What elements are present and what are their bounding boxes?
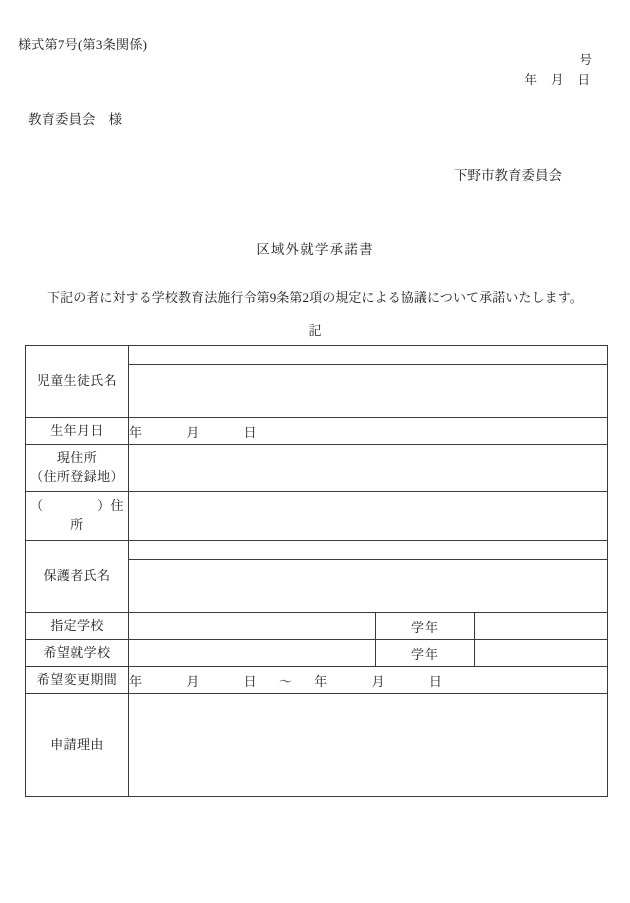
- student-name-field[interactable]: [129, 365, 607, 417]
- guardian-name-label: 保護者氏名: [26, 541, 129, 613]
- period-from-year-label: 年: [129, 673, 143, 689]
- designated-school-label: 指定学校: [26, 613, 129, 640]
- birth-date-field[interactable]: [129, 418, 608, 445]
- reason-field[interactable]: [129, 694, 608, 797]
- date-year-label: 年: [524, 73, 537, 87]
- period-to-month-label: 月: [371, 673, 385, 689]
- table-row-designated-school: [26, 613, 608, 640]
- student-name-label: 児童生徒氏名: [26, 346, 129, 418]
- table-row-student-name: [26, 346, 608, 418]
- desired-school-label: 希望就学校: [26, 640, 129, 667]
- table-row-desired-school: [26, 640, 608, 667]
- table-row-guardian-name: [26, 541, 608, 613]
- current-address-field[interactable]: [129, 445, 608, 492]
- ki-marker: 記: [308, 323, 322, 338]
- birth-day-label: 日: [243, 424, 257, 440]
- document-number-label: 号: [579, 53, 592, 67]
- addressee-label: 教育委員会: [28, 112, 96, 127]
- guardian-name-furigana-field[interactable]: [129, 541, 607, 560]
- designated-school-grade-field[interactable]: [475, 613, 608, 640]
- period-from-day-label: 日: [243, 673, 257, 689]
- birth-month-label: 月: [186, 424, 200, 440]
- form-number: 様式第7号(第3条関係): [18, 37, 148, 52]
- lead-paragraph: 下記の者に対する学校教育法施行令第9条第2項の規定による協議について承諾いたします。: [47, 290, 583, 305]
- period-to-year-label: 年: [314, 673, 328, 689]
- student-name-furigana-field[interactable]: [129, 346, 607, 365]
- birth-date-template: [129, 422, 257, 441]
- desired-school-grade-field[interactable]: [475, 640, 608, 667]
- table-row-paren-address: [26, 492, 608, 541]
- table-row-current-address: [26, 445, 608, 492]
- current-address-label-line2: （住所登録地）: [30, 469, 124, 484]
- designated-school-field[interactable]: [129, 613, 376, 640]
- date-month-label: 月: [550, 73, 564, 87]
- page-title: 区域外就学承諾書: [256, 242, 374, 257]
- table-row-reason: [26, 694, 608, 797]
- current-address-label: [26, 445, 129, 492]
- current-address-label-line1: 現住所: [56, 450, 98, 466]
- guardian-name-field[interactable]: [129, 560, 607, 612]
- guardian-name-value-cell[interactable]: [129, 541, 608, 613]
- period-from-month-label: 月: [186, 673, 200, 689]
- designated-school-grade-label: 学年: [376, 613, 475, 640]
- desired-school-field[interactable]: [129, 640, 376, 667]
- document-date-line: [524, 70, 590, 88]
- paren-address-field[interactable]: [129, 492, 608, 541]
- birth-year-label: 年: [129, 424, 143, 440]
- paren-address-label: （ ）住所: [26, 492, 129, 541]
- change-period-field[interactable]: [129, 667, 608, 694]
- period-range-mark: ～: [278, 673, 293, 689]
- change-period-template: [129, 671, 442, 690]
- student-name-value-cell[interactable]: [129, 346, 608, 418]
- change-period-label: 希望変更期間: [26, 667, 129, 694]
- table-row-birth-date: [26, 418, 608, 445]
- birth-date-label: 生年月日: [26, 418, 129, 445]
- addressee-line: [28, 108, 122, 128]
- desired-school-grade-label: 学年: [376, 640, 475, 667]
- application-table: [25, 345, 608, 797]
- period-to-day-label: 日: [428, 673, 443, 689]
- issuer-label: 下野市教育委員会: [454, 168, 562, 183]
- date-day-label: 日: [577, 73, 590, 87]
- document-number-line: [579, 50, 592, 68]
- addressee-honorific: 様: [108, 112, 122, 127]
- table-row-change-period: [26, 667, 608, 694]
- reason-label: 申請理由: [26, 694, 129, 797]
